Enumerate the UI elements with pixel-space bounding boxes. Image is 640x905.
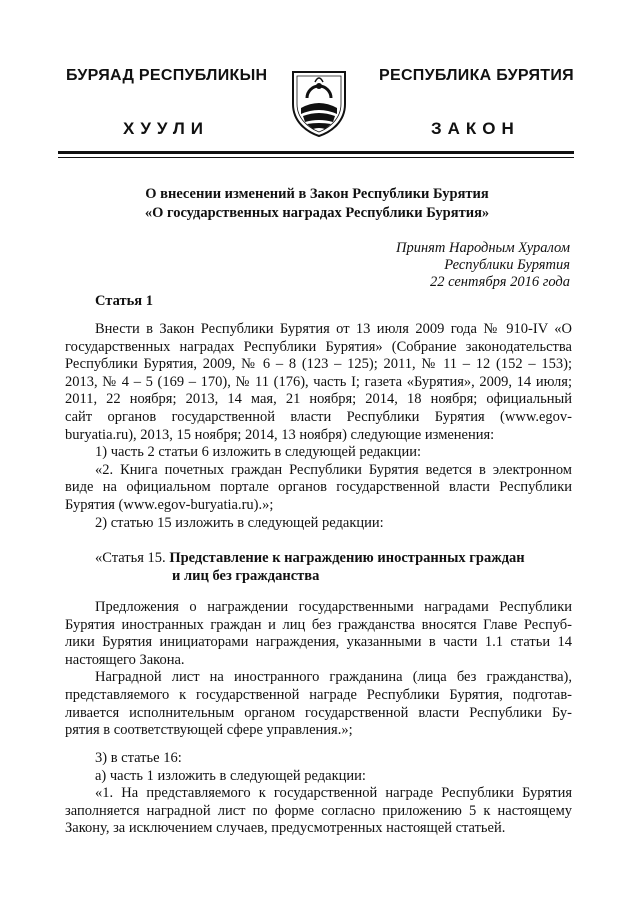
adoption-date: 22 сентября 2016 года [429, 274, 570, 290]
list-item: 3) в статье 16: [95, 750, 182, 766]
article15-title: Представление к награждению иностранных граждан [169, 550, 525, 566]
text-line: представляемого к государственной награде Республики Бурятия, подготав- [65, 686, 572, 703]
header-left-bottom: ХУУЛИ [123, 119, 209, 138]
list-item: а) часть 1 изложить в следующей редакции: [95, 767, 366, 784]
text-line: 2013, № 4 – 5 (169 – 170), № 11 (176), часть I; газета «Бурятия», 2009, 14 июля; [65, 373, 572, 390]
list-item: 2) статью 15 изложить в следующей редакции: [95, 514, 384, 531]
text-line: Внести в Закон Республики Бурятия от 13 июля 2009 года № 910-IV «О [95, 321, 572, 337]
text-line: заполняется наградной лист по форме согласно приложению 5 к настоящему [65, 802, 572, 819]
text-line: ливается исполнительным органом государственной власти Республики Бу- [65, 704, 572, 721]
text-line: сайт органов государственной власти Республики Бурятия (www.egov- [65, 408, 572, 425]
document-title [60, 185, 574, 223]
list-item: 1) часть 2 статьи 6 изложить в следующей редакции: [95, 444, 421, 461]
text-line: «1. На представляемого к государственной награде Республики Бурятия [95, 785, 572, 802]
header-rule-thick [58, 151, 574, 154]
text-line: государственных наградах Республики Бурятия» (Собрание законодательства [65, 338, 572, 355]
coat-of-arms-emblem [289, 64, 349, 138]
adoption-note [396, 240, 570, 291]
article15-title: и лиц без гражданства [172, 567, 320, 584]
article15-prefix: «Статья 15. [95, 550, 166, 566]
header-left-top: БУРЯАД РЕСПУБЛИКЫН [66, 67, 268, 84]
text-line: Бурятия иностранных граждан и лиц без гражданства вносятся Главе Респуб- [65, 616, 572, 633]
header-rule-thin [58, 157, 574, 158]
text-line: 2011, 22 ноября; 2013, 14 мая, 21 ноября; 2014, 18 ноября; официальный [65, 391, 572, 408]
text-line: Наградной лист на иностранного гражданина (лица без гражданства), [95, 669, 572, 686]
text-line: Бурятия (www.egov-buryatia.ru).»; [65, 496, 274, 513]
text-line: «2. Книга почетных граждан Республики Бурятия ведется в электронном [95, 461, 572, 478]
text-line: настоящего Закона. [65, 651, 185, 668]
text-line: Предложения о награждении государственными наградами Республики [95, 599, 572, 615]
adoption-line: Республики Бурятия [444, 257, 570, 273]
text-line: Закону, за исключением случаев, предусмотренных настоящей статьей. [65, 820, 506, 837]
article15-heading [95, 550, 575, 585]
header-right-bottom: ЗАКОН [431, 119, 520, 138]
title-line: «О государственных наградах Республики Бурятия» [144, 205, 490, 221]
text-line: лики Бурятия инициаторами награждения, указанными в части 1.1 статьи 14 [65, 634, 572, 651]
article15-body [65, 599, 572, 740]
text-line: рятия в соответствующей сфере управления.»; [65, 722, 353, 739]
header-right-top: РЕСПУБЛИКА БУРЯТИЯ [379, 67, 574, 84]
article-heading: Статья 1 [95, 293, 153, 309]
text-line: buryatia.ru), 2013, 15 ноября; 2014, 13 ноября) следующие изменения: [65, 426, 495, 443]
text-line: Республики Бурятия, 2009, № 6 – 8 (123 – 125); 2011, № 11 – 12 (152 – 153); [65, 356, 572, 373]
title-line: О внесении изменений в Закон Республики Бурятия [145, 186, 489, 202]
article1-item3 [65, 750, 572, 838]
text-line: виде на официальном портале органов государственной власти Республики [65, 479, 572, 496]
article1-paragraph [65, 321, 572, 532]
adoption-line: Принят Народным Хуралом [395, 240, 570, 256]
